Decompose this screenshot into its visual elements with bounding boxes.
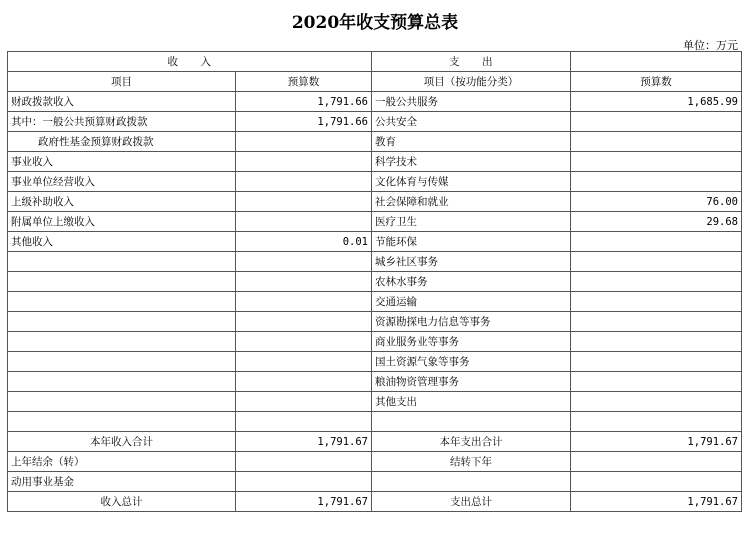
expense-budget-header: 预算数 <box>571 72 742 92</box>
expense-item-cell: 文化体育与传媒 <box>372 172 571 192</box>
expense-item-cell: 交通运输 <box>372 292 571 312</box>
expense-value-cell <box>571 412 742 432</box>
expense-value-cell <box>571 132 742 152</box>
income-item-cell: 事业收入 <box>8 152 236 172</box>
blank-cell <box>571 52 742 72</box>
table-row <box>8 312 742 332</box>
income-value-cell <box>236 332 372 352</box>
table-row <box>8 252 742 272</box>
income-value-cell <box>236 292 372 312</box>
table-row <box>8 292 742 312</box>
table-row <box>8 232 742 252</box>
expense-item-cell <box>372 412 571 432</box>
expense-value-cell <box>571 172 742 192</box>
expense-value-cell <box>571 372 742 392</box>
balance-row <box>8 452 742 472</box>
income-item-header: 项目 <box>8 72 236 92</box>
expense-total-label: 支出总计 <box>372 492 571 512</box>
year-expense-value: 1,791.67 <box>571 432 742 452</box>
income-value-cell <box>236 412 372 432</box>
income-item-cell <box>8 312 236 332</box>
expense-value-cell <box>571 312 742 332</box>
income-value-cell <box>236 312 372 332</box>
income-item-cell: 其中：一般公共预算财政拨款 <box>8 112 236 132</box>
fund-row <box>8 472 742 492</box>
expense-value-cell <box>571 352 742 372</box>
expense-total-value: 1,791.67 <box>571 492 742 512</box>
table-row <box>8 412 742 432</box>
expense-value-cell: 29.68 <box>571 212 742 232</box>
income-value-cell <box>236 272 372 292</box>
income-item-cell: 其他收入 <box>8 232 236 252</box>
income-item-cell: 财政拨款收入 <box>8 92 236 112</box>
income-value-cell <box>236 132 372 152</box>
expense-item-cell: 科学技术 <box>372 152 571 172</box>
income-item-cell <box>8 412 236 432</box>
income-item-cell: 政府性基金预算财政拨款 <box>8 132 236 152</box>
expense-item-header: 项目（按功能分类） <box>372 72 571 92</box>
expense-value-cell: 76.00 <box>571 192 742 212</box>
income-value-cell <box>236 372 372 392</box>
table-row <box>8 92 742 112</box>
blank-cell <box>571 472 742 492</box>
year-expense-label: 本年支出合计 <box>372 432 571 452</box>
expense-item-cell: 社会保障和就业 <box>372 192 571 212</box>
expense-value-cell <box>571 152 742 172</box>
income-item-cell <box>8 252 236 272</box>
table-row <box>8 152 742 172</box>
expense-item-cell: 节能环保 <box>372 232 571 252</box>
table-row <box>8 372 742 392</box>
expense-item-cell: 资源勘探电力信息等事务 <box>372 312 571 332</box>
income-value-cell <box>236 252 372 272</box>
expense-item-cell: 一般公共服务 <box>372 92 571 112</box>
income-value-cell <box>236 172 372 192</box>
expense-value-cell: 1,685.99 <box>571 92 742 112</box>
unit-label: 单位：万元 <box>683 39 738 52</box>
income-item-cell <box>8 352 236 372</box>
expense-item-cell: 医疗卫生 <box>372 212 571 232</box>
carry-forward-label: 结转下年 <box>372 452 571 472</box>
expense-item-cell: 其他支出 <box>372 392 571 412</box>
budget-table <box>7 51 742 512</box>
blank-cell <box>571 452 742 472</box>
income-section-header: 收 入 <box>8 52 372 72</box>
expense-value-cell <box>571 332 742 352</box>
expense-value-cell <box>571 232 742 252</box>
column-header-row <box>8 72 742 92</box>
grand-total-row <box>8 492 742 512</box>
expense-value-cell <box>571 252 742 272</box>
expense-item-cell: 城乡社区事务 <box>372 252 571 272</box>
year-income-value: 1,791.67 <box>236 432 372 452</box>
expense-item-cell: 商业服务业等事务 <box>372 332 571 352</box>
expense-value-cell <box>571 392 742 412</box>
expense-value-cell <box>571 112 742 132</box>
income-value-cell: 1,791.66 <box>236 92 372 112</box>
income-total-label: 收入总计 <box>8 492 236 512</box>
income-value-cell: 1,791.66 <box>236 112 372 132</box>
income-item-cell: 上级补助收入 <box>8 192 236 212</box>
income-item-cell <box>8 392 236 412</box>
section-header-row <box>8 52 742 72</box>
year-total-row <box>8 432 742 452</box>
fund-label: 动用事业基金 <box>8 472 236 492</box>
year-income-label: 本年收入合计 <box>8 432 236 452</box>
table-row <box>8 112 742 132</box>
expense-value-cell <box>571 272 742 292</box>
income-item-cell: 附属单位上缴收入 <box>8 212 236 232</box>
expense-item-cell: 公共安全 <box>372 112 571 132</box>
table-row <box>8 332 742 352</box>
table-row <box>8 212 742 232</box>
income-value-cell <box>236 192 372 212</box>
expense-item-cell: 国土资源气象等事务 <box>372 352 571 372</box>
income-budget-header: 预算数 <box>236 72 372 92</box>
expense-item-cell: 农林水事务 <box>372 272 571 292</box>
income-value-cell <box>236 212 372 232</box>
table-row <box>8 172 742 192</box>
prev-balance-label: 上年结余（转） <box>8 452 236 472</box>
table-row <box>8 192 742 212</box>
income-value-cell <box>236 392 372 412</box>
expense-item-cell: 教育 <box>372 132 571 152</box>
expense-item-cell: 粮油物资管理事务 <box>372 372 571 392</box>
table-row <box>8 272 742 292</box>
table-row <box>8 352 742 372</box>
income-item-cell: 事业单位经营收入 <box>8 172 236 192</box>
income-total-value: 1,791.67 <box>236 492 372 512</box>
income-item-cell <box>8 332 236 352</box>
income-item-cell <box>8 292 236 312</box>
expense-section-header: 支 出 <box>372 52 571 72</box>
blank-cell <box>236 472 372 492</box>
table-row <box>8 392 742 412</box>
income-item-cell <box>8 372 236 392</box>
blank-cell <box>236 452 372 472</box>
income-value-cell <box>236 352 372 372</box>
expense-value-cell <box>571 292 742 312</box>
blank-cell <box>372 472 571 492</box>
income-value-cell: 0.01 <box>236 232 372 252</box>
table-row <box>8 132 742 152</box>
income-value-cell <box>236 152 372 172</box>
page-title: 2020年收支预算总表 <box>291 13 459 33</box>
income-item-cell <box>8 272 236 292</box>
